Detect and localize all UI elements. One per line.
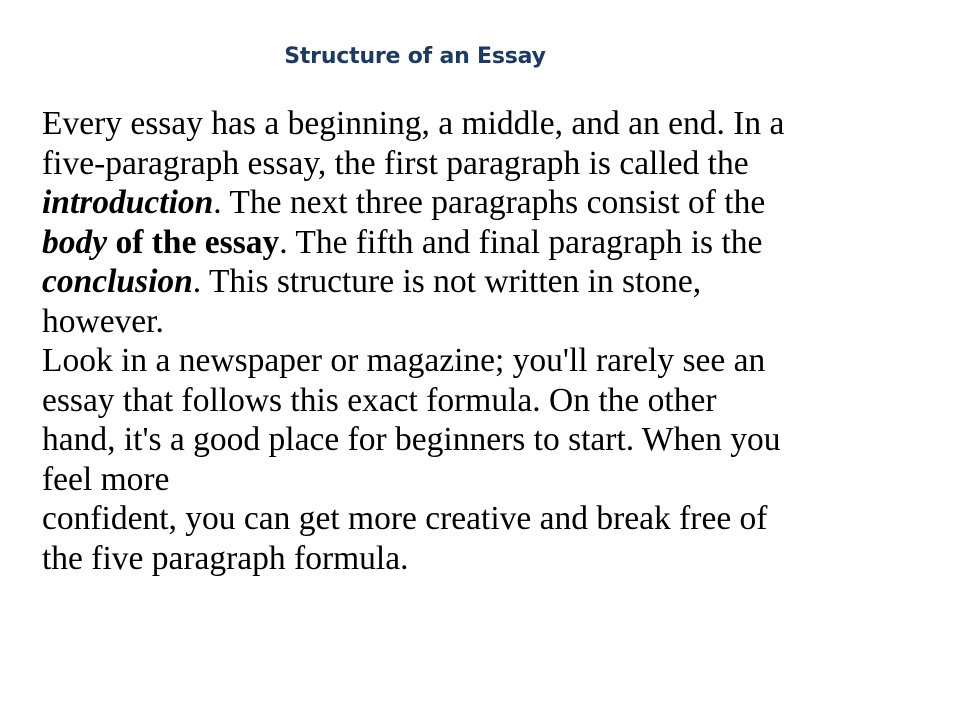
text-run: . The next three paragraphs consist of the [213,184,766,221]
text-line [42,341,942,381]
text-line [42,144,942,184]
text-line [42,381,942,421]
text-line [42,262,942,302]
text-run: . The fifth and final paragraph is the [279,223,763,261]
text-line [42,420,942,460]
term-body: body [42,223,108,261]
term-of-the-essay: of the essay [107,223,280,261]
text-run: five-paragraph essay, the first paragraph is called the [42,144,749,182]
text-run: confident, you can get more creative and break free of [42,500,768,537]
text-run: the five paragraph formula. [42,539,409,577]
text-line [42,223,942,263]
text-run: hand, it's a good place for beginners to start. When you [42,421,781,458]
text-run: Every essay has a beginning, a middle, and an end. In a [42,105,785,142]
text-line [42,539,942,579]
text-run: feel more [42,460,170,498]
body-text [42,104,942,578]
text-run: however. [42,302,164,340]
text-line [42,183,942,223]
text-line [42,302,942,342]
term-conclusion: conclusion [42,263,193,300]
text-run: . This structure is not written in stone, [192,263,702,300]
text-run: Look in a newspaper or magazine; you'll rarely see an [42,342,766,379]
text-run: essay that follows this exact formula. On the other [42,381,717,419]
slide-title: Structure of an Essay [284,44,546,69]
text-line [42,460,942,500]
text-line [42,499,942,539]
term-introduction: introduction [42,184,214,221]
text-line [42,104,942,144]
